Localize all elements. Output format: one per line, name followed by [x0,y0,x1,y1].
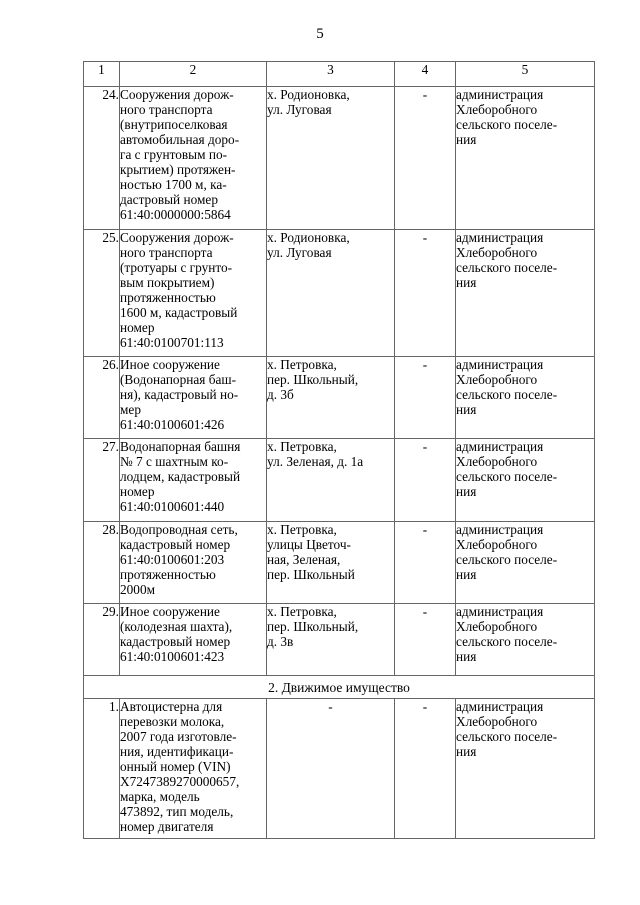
object-address: х. Родионовка, ул. Луговая [267,230,395,357]
table-row [84,522,595,604]
owner: администрация Хлеборобного сельского поселе- ния [456,604,595,676]
table-row [84,87,595,230]
owner: администрация Хлеборобного сельского поселе- ния [456,87,595,230]
column-4-value: - [395,699,456,839]
object-address: - [267,699,395,839]
column-4-value: - [395,439,456,522]
object-name: Водопроводная сеть, кадастровый номер 61:40:0100601:203 протяженностью 2000м [120,522,267,604]
table-row [84,230,595,357]
object-address: х. Петровка, пер. Школьный, д. 3в [267,604,395,676]
object-name: Иное сооружение (Водонапорная баш- ня), кадастровый но- мер 61:40:0100601:426 [120,357,267,439]
column-header: 1 [84,62,120,87]
row-number: 26. [84,357,120,439]
owner: администрация Хлеборобного сельского поселе- ния [456,230,595,357]
row-number: 24. [84,87,120,230]
object-address: х. Петровка, пер. Школьный, д. 3б [267,357,395,439]
object-name: Сооружения дорож- ного транспорта (тротуары с грунто- вым покрытием) протяженностью 1600 м, кадастровый номер 61:40:0100701:113 [120,230,267,357]
section-header-row [84,676,595,699]
object-address: х. Родионовка, ул. Луговая [267,87,395,230]
owner: администрация Хлеборобного сельского поселе- ния [456,439,595,522]
object-address: х. Петровка, улицы Цветоч- ная, Зеленая, пер. Школьный [267,522,395,604]
column-4-value: - [395,604,456,676]
owner: администрация Хлеборобного сельского поселе- ния [456,357,595,439]
page-number: 5 [316,26,324,42]
object-name: Водонапорная башня № 7 с шахтным ко- лодцем, кадастровый номер 61:40:0100601:440 [120,439,267,522]
column-header: 4 [395,62,456,87]
table-row [84,699,595,839]
section-title: 2. Движимое имущество [84,676,595,699]
row-number: 27. [84,439,120,522]
object-name: Иное сооружение (колодезная шахта), кадастровый номер 61:40:0100601:423 [120,604,267,676]
property-registry-table [83,61,595,839]
row-number: 28. [84,522,120,604]
object-name: Автоцистерна для перевозки молока, 2007 года изготовле- ния, идентификаци- онный номер (VIN) X7247389270000657, марка, модель 473892, тип модель, номер двигателя [120,699,267,839]
column-4-value: - [395,87,456,230]
column-4-value: - [395,230,456,357]
column-header: 2 [120,62,267,87]
column-4-value: - [395,357,456,439]
row-number: 25. [84,230,120,357]
table-row [84,604,595,676]
object-name: Сооружения дорож- ного транспорта (внутрипоселковая автомобильная доро- га с грунтовым по- крытием) протяжен- ностью 1700 м, ка- дастровый номер 61:40:0000000:5864 [120,87,267,230]
column-4-value: - [395,522,456,604]
table-row [84,357,595,439]
object-address: х. Петровка, ул. Зеленая, д. 1а [267,439,395,522]
table-row [84,439,595,522]
row-number: 29. [84,604,120,676]
owner: администрация Хлеборобного сельского поселе- ния [456,699,595,839]
column-header: 3 [267,62,395,87]
row-number: 1. [84,699,120,839]
owner: администрация Хлеборобного сельского поселе- ния [456,522,595,604]
column-header: 5 [456,62,595,87]
table-header-row [84,62,595,87]
